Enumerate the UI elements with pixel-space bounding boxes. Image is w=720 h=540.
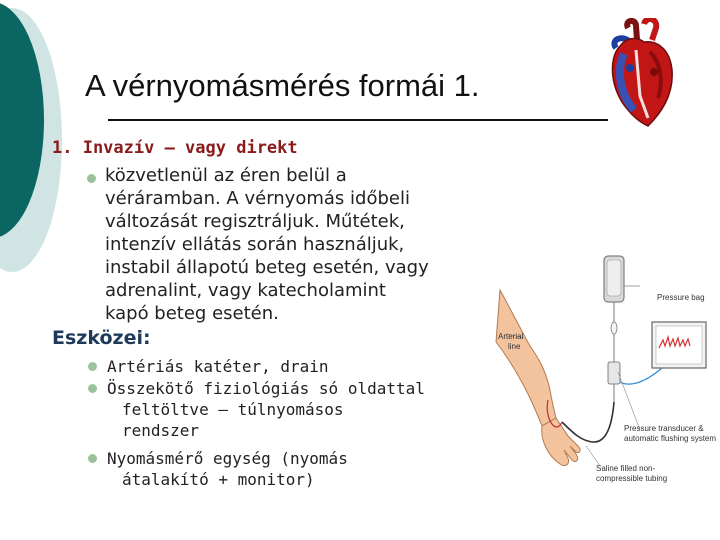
label-transducer: Pressure transducer & xyxy=(624,424,704,433)
label-saline-tubing: Saline filled non- xyxy=(596,464,656,473)
tools-heading: Eszközei: xyxy=(52,327,151,349)
description-line: változását regisztráljuk. Műtétek, xyxy=(105,211,405,232)
label-arterial-line: Arterial xyxy=(498,332,524,341)
title-underline xyxy=(108,119,608,121)
tool-line: átalakító + monitor) xyxy=(122,470,315,489)
bullet-icon xyxy=(87,174,96,183)
bullet-icon xyxy=(88,454,97,463)
label-transducer: automatic flushing system xyxy=(624,434,717,443)
label-arterial-line: line xyxy=(508,342,521,351)
tool-item xyxy=(107,448,348,490)
tool-line: Artériás katéter, drain xyxy=(107,357,329,376)
tool-line: Nyomásmérő egység (nyomás xyxy=(107,449,348,468)
section-heading: 1. Invazív – vagy direkt xyxy=(52,138,298,158)
slide-title: A vérnyomásmérés formái 1. xyxy=(85,68,480,103)
tool-item xyxy=(107,356,329,377)
tool-line: rendszer xyxy=(122,421,200,440)
description-line: intenzív ellátás során használjuk, xyxy=(105,234,405,255)
tool-item xyxy=(107,378,425,441)
label-pressure-bag: Pressure bag xyxy=(657,293,705,302)
description-line: véráramban. A vérnyomás időbeli xyxy=(105,188,410,209)
tool-line: Összekötő fiziológiás só oldattal xyxy=(107,379,425,398)
label-saline-tubing: compressible tubing xyxy=(596,474,668,483)
tool-line: feltöltve – túlnyomásos xyxy=(122,400,344,419)
description-line: kapó beteg esetén. xyxy=(105,303,279,324)
description-line: adrenalint, vagy katecholamint xyxy=(105,280,386,301)
bullet-icon xyxy=(88,384,97,393)
arterial-line-diagram xyxy=(490,250,715,500)
description-text xyxy=(105,164,525,325)
heart-anatomy-image xyxy=(606,18,678,130)
bullet-icon xyxy=(88,362,97,371)
description-line: közvetlenül az éren belül a xyxy=(105,165,347,186)
description-line: instabil állapotú beteg esetén, vagy xyxy=(105,257,429,278)
